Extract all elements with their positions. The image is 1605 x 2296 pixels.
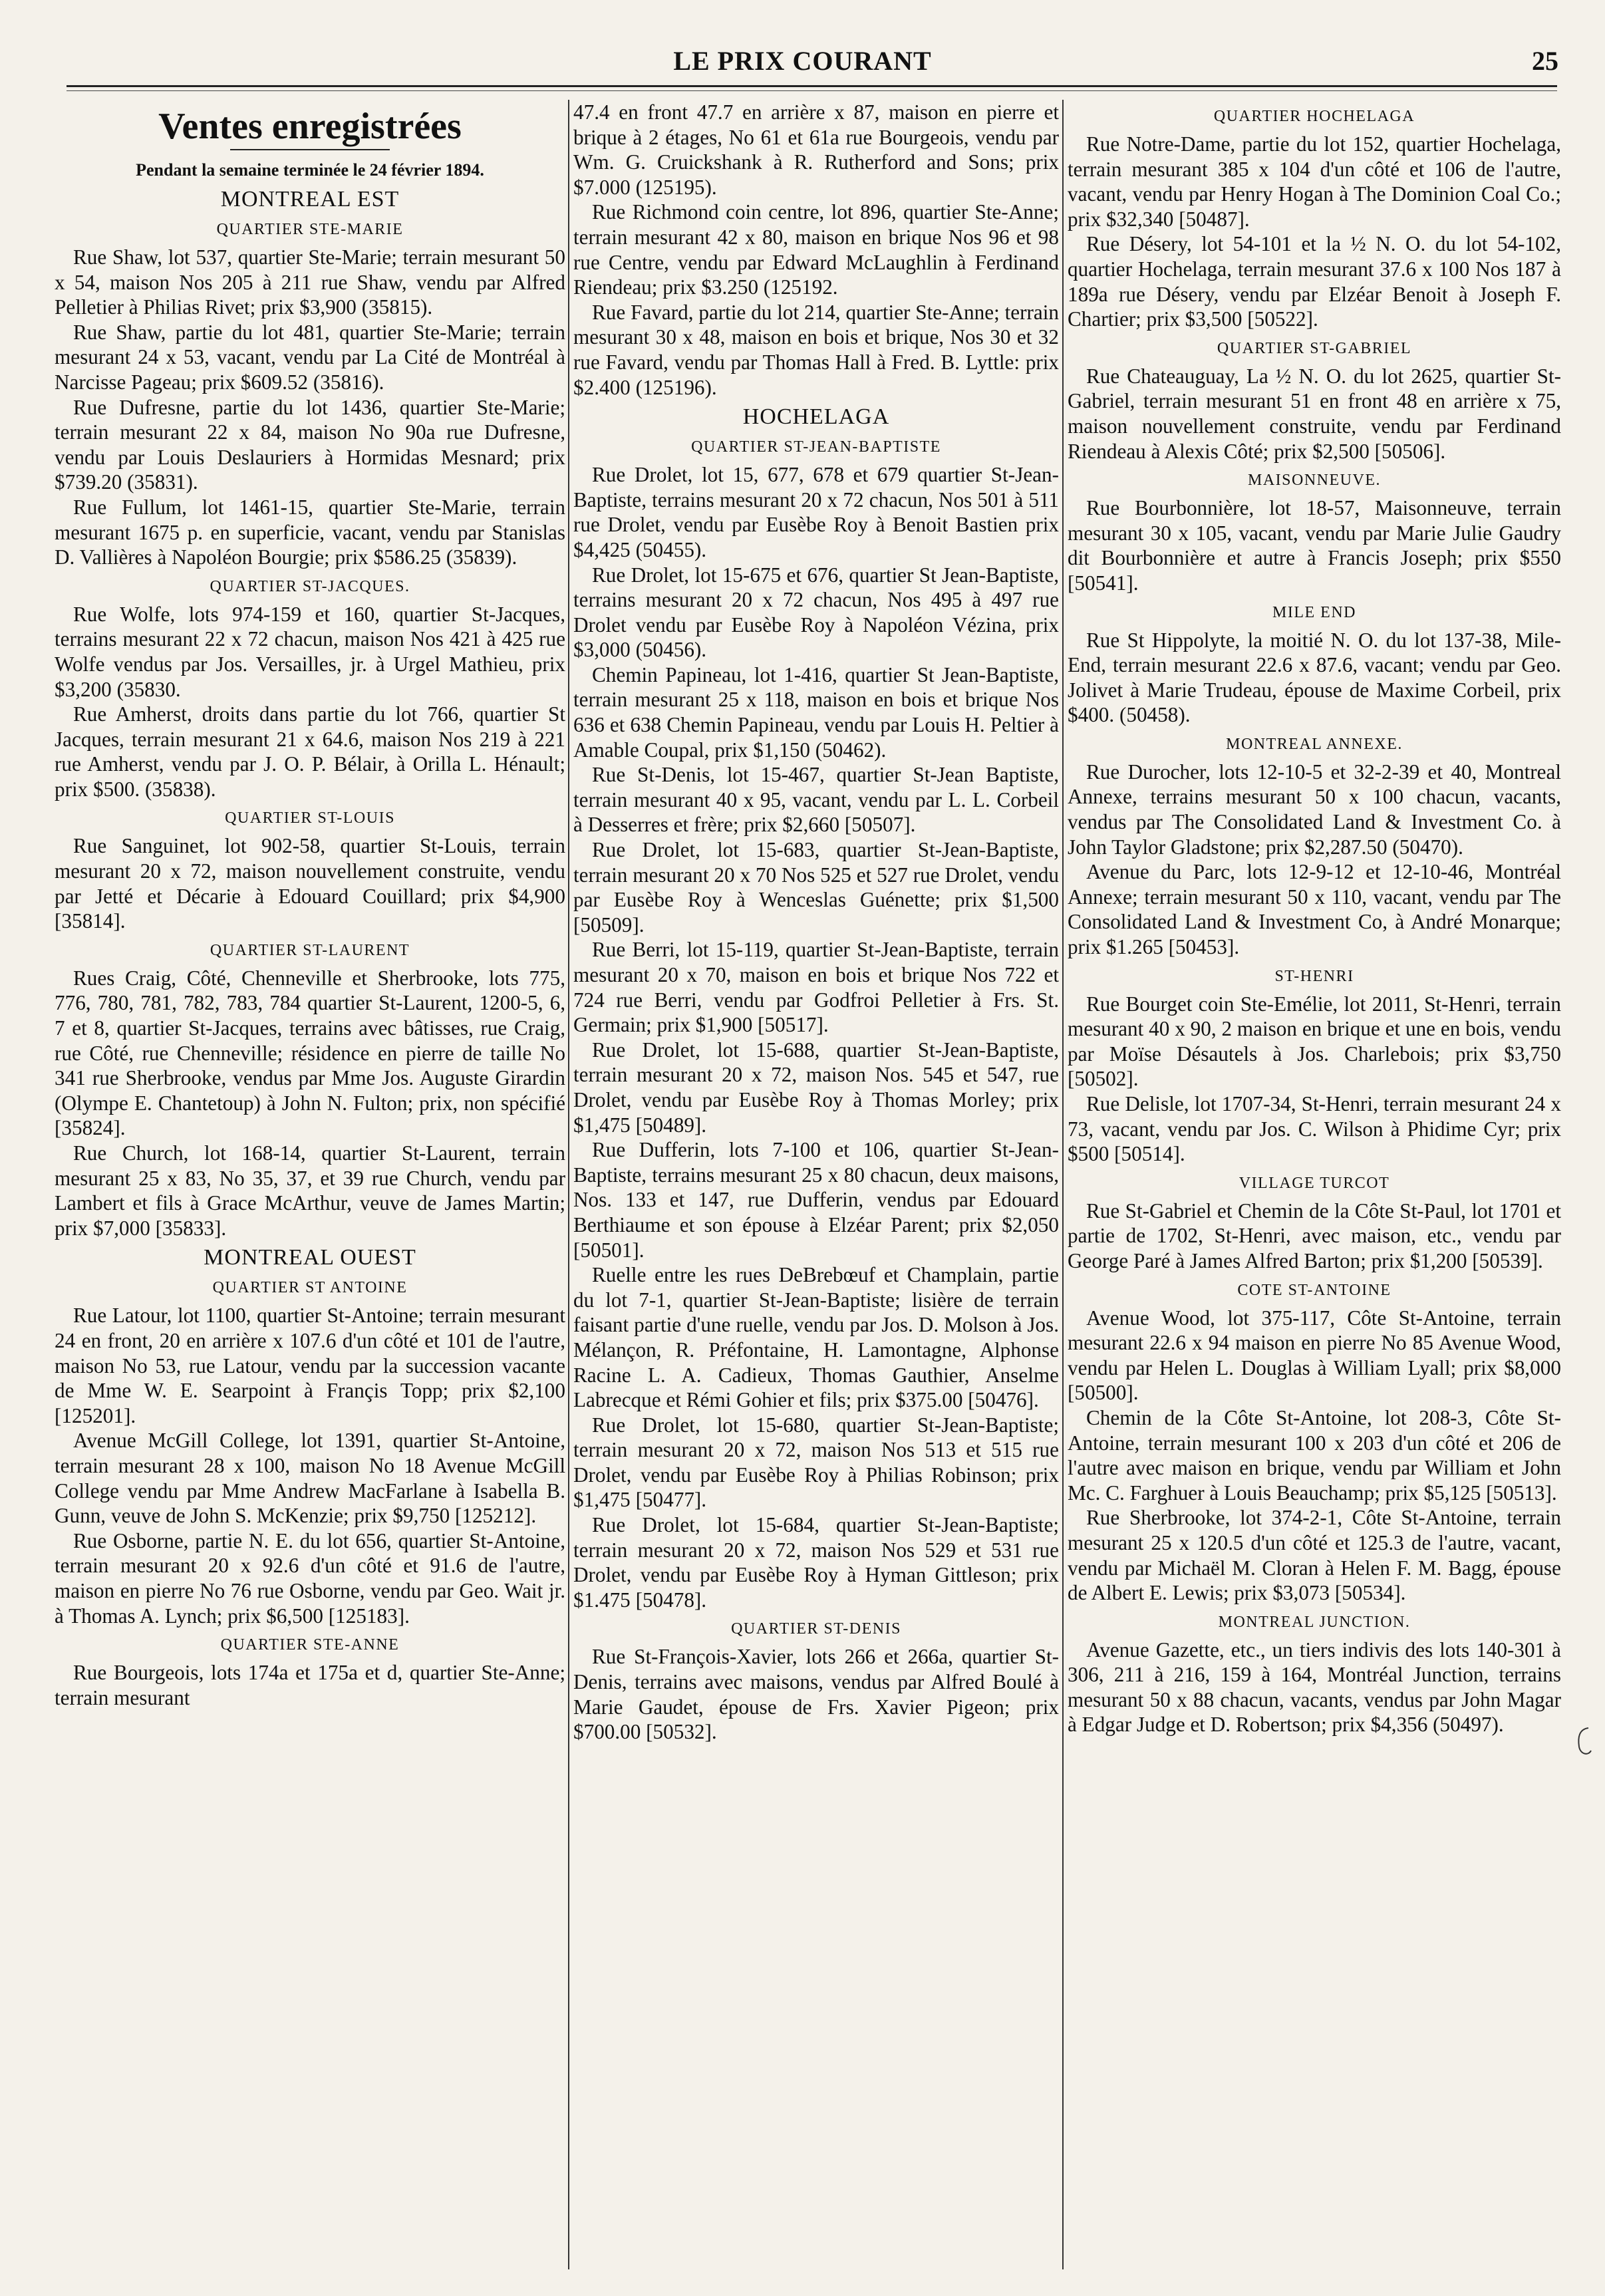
sale-entry: Rue Chateauguay, La ½ N. O. du lot 2625, quartier St-Gabriel, terrain mesurant 51 en front 48 en arrière x 75, maison nouvellement construite, vendu par Ferdinand Riendeau à Alexis Côté; prix $2,500 [50506]. — [1068, 364, 1561, 463]
header-rule — [67, 85, 1557, 87]
page-number: 25 — [1532, 46, 1558, 76]
sale-entry: Rue Sherbrooke, lot 374-2-1, Côte St-Antoine, terrain mesurant 25 x 120.5 d'un côté et 125.3 de l'autre, vacant, vendu par Michaël M. Cloran à Helen F. M. Bagg, épouse de Albert E. Lewis; prix $3,073 [50534]. — [1068, 1506, 1561, 1605]
sale-entry: Rue Drolet, lot 15-683, quartier St-Jean-Baptiste, terrain mesurant 20 x 70 Nos 525 et 527 rue Drolet, vendu par Eusèbe Roy à Wenceslas Guénette; prix $1,500 [50509]. — [573, 838, 1059, 936]
subheading-st-antoine: QUARTIER ST ANTOINE — [212, 1279, 408, 1297]
section-heading-montreal-est: MONTREAL EST — [220, 187, 400, 212]
subheading-mile-end: MILE END — [1272, 603, 1356, 621]
subheading-ste-marie: QUARTIER STE-MARIE — [216, 221, 404, 238]
subheading-st-laurent: QUARTIER ST-LAURENT — [210, 941, 410, 959]
sale-entry: Rue Drolet, lot 15-680, quartier St-Jean-Baptiste; terrain mesurant 20 x 72, maison Nos 513 et 515 rue Drolet, vendu par Eusèbe Roy à Philias Robinson; prix $1,475 [50477]. — [573, 1413, 1059, 1512]
running-header — [0, 45, 1605, 85]
headline-rule — [230, 149, 390, 150]
sale-entry: Rue St-Gabriel et Chemin de la Côte St-Paul, lot 1701 et partie de 1702, St-Henri, avec maison, etc., vendu par George Paré à James Alfred Barton; prix $1,200 [50539]. — [1068, 1199, 1561, 1272]
sale-entry: Rue Berri, lot 15-119, quartier St-Jean-Baptiste, terrain mesurant 20 x 70, maison en bois et brique Nos 722 et 724 rue Berri, vendu par Godfroi Pelletier à Frs. St. Germain; prix $1,900 [50517]. — [573, 938, 1059, 1037]
sale-entry: Rue Notre-Dame, partie du lot 152, quartier Hochelaga, terrain mesurant 385 x 104 d'un côté et 106 de l'autre, vacant, vendu par Henry Hogan à The Dominion Coal Co.; prix $32,340 [50487]. — [1068, 132, 1561, 231]
sale-entry: Chemin Papineau, lot 1-416, quartier St Jean-Baptiste, terrain mesurant 25 x 118, maison en bois et brique Nos 636 et 638 Chemin Papineau, vendu par Louis H. Peltier à Amable Coupal, prix $1,150 (50462). — [573, 662, 1059, 762]
sale-entry: Rue Church, lot 168-14, quartier St-Laurent, terrain mesurant 25 x 83, No 35, 37, et 39 rue Church, vendu par Lambert et fils à Grace McArthur, veuve de James Martin; prix $7,000 [35833]. — [55, 1141, 565, 1240]
column-2 — [573, 100, 1059, 2268]
column-divider-2 — [1062, 100, 1064, 2269]
sale-entry: Rues Craig, Côté, Chenneville et Sherbrooke, lots 775, 776, 780, 781, 782, 783, 784 quartier St-Laurent, 1200-5, 6, 7 et 8, quartier St-Jacques, terrains avec bâtisses, rue Craig, rue Côté, rue Chenneville; résidence en pierre de taille No 341 rue Sherbrooke, vendus par Mme Jos. Auguste Girardin (Olympe E. Chantetoup) à John N. Fulton; prix, non spécifié [35824]. — [55, 966, 565, 1140]
sale-entry: Rue Drolet, lot 15-675 et 676, quartier St Jean-Baptiste, terrains mesurant 20 x 72 chacun, Nos 495 à 497 rue Drolet vendu par Eusèbe Roy à Napoléon Vézina, prix $3,000 (50456). — [573, 563, 1059, 662]
sale-entry: Rue Wolfe, lots 974-159 et 160, quartier St-Jacques, terrains mesurant 22 x 72 chacun, maison Nos 421 à 425 rue Wolfe vendus par Jos. Versailles, jr. à Urgel Mathieu, prix $3,200 (35830. — [55, 602, 565, 701]
sale-entry: Rue Dufferin, lots 7-100 et 106, quartier St-Jean-Baptiste, terrains mesurant 25 x 80 chacun, deux maisons, Nos. 133 et 147, rue Dufferin, vendus par Edouard Berthiaume et son épouse à Elzéar Parent; prix $2,050 [50501]. — [573, 1138, 1059, 1262]
sale-entry: Rue Delisle, lot 1707-34, St-Henri, terrain mesurant 24 x 73, vacant, vendu par Jos. C. Wilson à Phidime Cyr; prix $500 [50514]. — [1068, 1092, 1561, 1166]
column-3 — [1068, 100, 1561, 2268]
sale-entry: Rue Shaw, lot 537, quartier Ste-Marie; terrain mesurant 50 x 54, maison Nos 205 à 211 rue Shaw, vendu par Alfred Pelletier à Philias Rivet; prix $3,900 (35815). — [55, 245, 565, 319]
article-headline: Ventes enregistrées — [158, 106, 462, 147]
sale-entry: Rue Désery, lot 54-101 et la ½ N. O. du lot 54-102, quartier Hochelaga, terrain mesurant 37.6 x 100 Nos 187 à 189a rue Désery, vendu par Elzéar Benoit à Joseph F. Chartier; prix $3,500 [50522]. — [1068, 232, 1561, 331]
subheading-hochelaga: QUARTIER HOCHELAGA — [1213, 108, 1415, 125]
sale-entry: Rue Dufresne, partie du lot 1436, quartier Ste-Marie; terrain mesurant 22 x 84, maison No 90a rue Dufresne, vendu par Louis Deslauriers à Hormidas Mesnard; prix $739.20 (35831). — [55, 395, 565, 494]
sale-entry: Rue St-Denis, lot 15-467, quartier St-Jean Baptiste, terrain mesurant 40 x 95, vacant, vendu par L. L. Corbeil à Desserres et frère; prix $2,660 [50507]. — [573, 763, 1059, 837]
sale-entry: Rue Sanguinet, lot 902-58, quartier St-Louis, terrain mesurant 20 x 72, maison nouvellement construite, vendu par Jetté et Décarie à Edouard Couillard; prix $4,900 [35814]. — [55, 834, 565, 933]
sale-entry: Rue Shaw, partie du lot 481, quartier Ste-Marie; terrain mesurant 24 x 53, vacant, vendu par La Cité de Montréal à Narcisse Pageau; prix $609.52 (35816). — [55, 320, 565, 394]
subheading-st-jean-baptiste: QUARTIER ST-JEAN-BAPTISTE — [691, 438, 941, 456]
subheading-maisonneuve: MAISONNEUVE. — [1248, 472, 1381, 490]
subheading-st-jacques: QUARTIER ST-JACQUES. — [210, 577, 410, 595]
sale-entry: Rue Favard, partie du lot 214, quartier Ste-Anne; terrain mesurant 30 x 48, maison en bois et brique, Nos 30 et 32 rue Favard, vendu par Thomas Hall à Fred. B. Lyttle: prix $2.400 (125196). — [573, 300, 1059, 399]
publication-title: LE PRIX COURANT — [673, 46, 932, 76]
sale-entry: Avenue du Parc, lots 12-9-12 et 12-10-46, Montréal Annexe; terrain mesurant 50 x 110, vacant, vendu par The Consolidated Land & Investment Co, à André Monarque; prix $1.265 [50453]. — [1068, 860, 1561, 959]
week-dateline: Pendant la semaine terminée le 24 février 1894. — [136, 160, 484, 180]
section-heading-hochelaga: HOCHELAGA — [742, 404, 890, 430]
sale-entry: Rue Amherst, droits dans partie du lot 766, quartier St Jacques, terrain mesurant 21 x 64.6, maison Nos 219 à 221 rue Amherst, vendu par J. O. P. Bélair, à Orilla L. Hénault; prix $500. (35838). — [55, 702, 565, 801]
sale-entry: Rue St-François-Xavier, lots 266 et 266a, quartier St-Denis, terrains avec maisons, vendus par Alfred Boulé à Marie Gaudet, épouse de Frs. Xavier Pigeon; prix $700.00 [50532]. — [573, 1645, 1059, 1744]
column-divider-1 — [568, 100, 569, 2269]
sale-entry: Rue Durocher, lots 12-10-5 et 32-2-39 et 40, Montreal Annexe, terrains mesurant 50 x 100 chacun, vacants, vendus par The Consolidated Land & Investment Co. à John Taylor Gladstone; prix $2,287.50 (50470). — [1068, 760, 1561, 859]
sale-entry: Rue Bourget coin Ste-Emélie, lot 2011, St-Henri, terrain mesurant 40 x 90, 2 maison en brique et une en bois, vendu par Moïse Désautels à Jos. Charlebois; prix $3,750 [50502]. — [1068, 992, 1561, 1091]
sale-entry: Rue Fullum, lot 1461-15, quartier Ste-Marie, terrain mesurant 1675 p. en superficie, vacant, vendu par Stanislas D. Vallières à Napoléon Bourgie; prix $586.25 (35839). — [55, 495, 565, 569]
subheading-ste-anne: QUARTIER STE-ANNE — [220, 1636, 400, 1654]
subheading-montreal-junction: MONTREAL JUNCTION. — [1218, 1613, 1411, 1631]
subheading-montreal-annexe: MONTREAL ANNEXE. — [1226, 735, 1403, 753]
margin-pencil-mark — [1575, 1724, 1594, 1759]
sale-entry: Avenue Wood, lot 375-117, Côte St-Antoine, terrain mesurant 22.6 x 94 maison en pierre No 85 Avenue Wood, vendu par Helen L. Douglas à William Lyall; prix $8,000 [50500]. — [1068, 1306, 1561, 1405]
subheading-village-turcot: VILLAGE TURCOT — [1239, 1174, 1390, 1192]
sale-entry: Rue Osborne, partie N. E. du lot 656, quartier St-Antoine, terrain mesurant 20 x 92.6 d'un côté et 91.6 de l'autre, maison en pierre No 76 rue Osborne, vendu par Geo. Wait jr. à Thomas A. Lynch; prix $6,500 [125183]. — [55, 1528, 565, 1628]
sale-entry: Avenue Gazette, etc., un tiers indivis des lots 140-301 à 306, 211 à 216, 159 à 164, Montréal Junction, terrains mesurant 50 x 88 chacun, vacants, vendus par John Magar à Edgar Judge et D. Robertson; prix $4,356 (50497). — [1068, 1638, 1561, 1737]
header-rule-thin — [67, 90, 1557, 91]
sale-entry: Chemin de la Côte St-Antoine, lot 208-3, Côte St-Antoine, terrain mesurant 100 x 203 d'un côté et 206 de l'autre avec maison en brique, vendu par William et John Mc. C. Farghuer à Louis Beauchamp; prix $5,125 [50513]. — [1068, 1405, 1561, 1505]
sale-entry: Ruelle entre les rues DeBrebœuf et Champlain, partie du lot 7-1, quartier St-Jean-Baptiste; lisière de terrain faisant partie d'une ruelle, vendu par Jos. D. Molson à Jos. Mélançon, R. Préfontaine, H. Lamontagne, Alphonse Racine L. A. Cadieux, Thomas Gauthier, Anselme Labrecque et Rémi Gohier et fils; prix $375.00 [50476]. — [573, 1263, 1059, 1412]
sale-entry: Rue Bourgeois, lots 174a et 175a et d, quartier Ste-Anne; terrain mesurant — [55, 1661, 565, 1709]
sale-entry: Avenue McGill College, lot 1391, quartier St-Antoine, terrain mesurant 28 x 100, maison No 18 Avenue McGill College vendu par Mme Andrew MacFarlane à Isabella B. Gunn, veuve de John S. McKenzie; prix $9,750 [125212]. — [55, 1429, 565, 1528]
subheading-cote-st-antoine: COTE ST-ANTOINE — [1237, 1281, 1391, 1299]
sale-entry: Rue Drolet, lot 15-684, quartier St-Jean-Baptiste; terrain mesurant 20 x 72, maison Nos 529 et 531 rue Drolet, vendu par Eusèbe Roy à Hyman Gittleson; prix $1.475 [50478]. — [573, 1513, 1059, 1612]
subheading-st-gabriel: QUARTIER ST-GABRIEL — [1217, 339, 1412, 357]
sale-entry: Rue Bourbonnière, lot 18-57, Maisonneuve, terrain mesurant 30 x 105, vacant, vendu par Marie Julie Gaudry dit Bourbonnière et autre à Francis Joseph; prix $550 [50541]. — [1068, 496, 1561, 595]
sale-entry: Rue Drolet, lot 15-688, quartier St-Jean-Baptiste, terrain mesurant 20 x 72, maison Nos. 545 et 547, rue Drolet, vendu par Eusèbe Roy à Thomas Morley; prix $1,475 [50489]. — [573, 1038, 1059, 1137]
subheading-st-henri: ST-HENRI — [1274, 967, 1354, 985]
column-1 — [55, 100, 565, 2268]
sale-entry: Rue Richmond coin centre, lot 896, quartier Ste-Anne; terrain mesurant 42 x 80, maison en brique Nos 96 et 98 rue Centre, vendu par Edward McLaughlin à Ferdinand Riendeau; prix $3.250 (125192. — [573, 200, 1059, 299]
sale-entry: Rue Drolet, lot 15, 677, 678 et 679 quartier St-Jean-Baptiste, terrains mesurant 20 x 72 chacun, Nos 501 à 511 rue Drolet, vendu par Eusèbe Roy à Benoit Bastien prix $4,425 (50455). — [573, 463, 1059, 561]
subheading-st-denis: QUARTIER ST-DENIS — [731, 1620, 901, 1638]
sale-entry: Rue Latour, lot 1100, quartier St-Antoine; terrain mesurant 24 en front, 20 en arrière x 107.6 d'un côté et 101 de l'autre, maison No 53, rue Latour, vendu par la succession vacante de Mme W. E. Searpoint à Françis Topp; prix $2,100 [125201]. — [55, 1304, 565, 1427]
sale-entry: Rue St Hippolyte, la moitié N. O. du lot 137-38, Mile-End, terrain mesurant 22.6 x 87.6, vacant; vendu par Geo. Jolivet à Marie Trudeau, épouse de Maxime Corbeil, prix $400. (50458). — [1068, 628, 1561, 727]
section-heading-montreal-ouest: MONTREAL OUEST — [204, 1245, 416, 1270]
sale-entry-continued: 47.4 en front 47.7 en arrière x 87, maison en pierre et brique à 2 étages, No 61 et 61a rue Bourgeois, vendu par Wm. G. Cruickshank à R. Rutherford and Sons; prix $7.000 (125195). — [573, 100, 1059, 199]
subheading-st-louis: QUARTIER ST-LOUIS — [225, 809, 395, 827]
